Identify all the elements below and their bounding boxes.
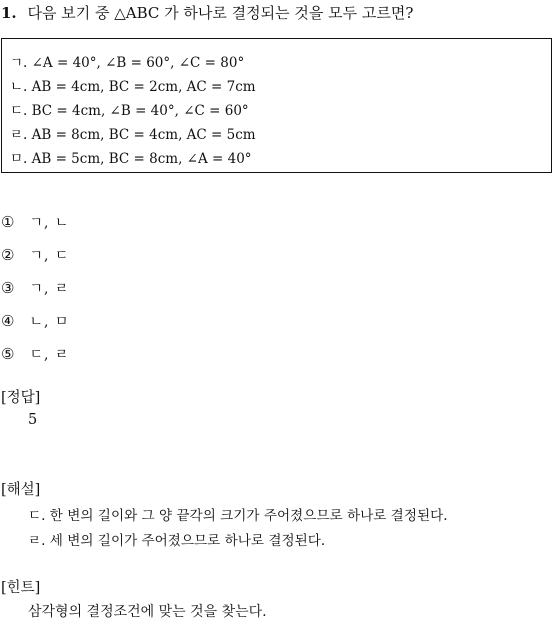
answer-value: 5: [28, 412, 38, 428]
condition-item: ㄷ. BC = 4cm, ∠B = 40°, ∠C = 60°: [10, 103, 249, 119]
condition-item: ㄱ. ∠A = 40°, ∠B = 60°, ∠C = 80°: [10, 55, 245, 71]
hint-heading: [힌트]: [1, 580, 41, 596]
option-text: ㄴ, ㅁ: [29, 314, 70, 330]
option-mark: ⑤: [1, 345, 15, 363]
conditions-box: [1, 38, 552, 173]
explanation-line: ㄷ. 한 변의 길이와 그 양 끝각의 크기가 주어졌으므로 하나로 결정된다.: [28, 508, 448, 524]
option-text: ㄱ, ㄷ: [29, 248, 70, 264]
hint-text: 삼각형의 결정조건에 맞는 것을 찾는다.: [28, 604, 267, 620]
option-mark: ②: [1, 246, 15, 264]
option-mark: ④: [1, 312, 15, 330]
option-text: ㄷ, ㄹ: [29, 347, 70, 363]
option-2[interactable]: [1, 245, 69, 265]
explanation-line: ㄹ. 세 변의 길이가 주어졌으므로 하나로 결정된다.: [28, 533, 326, 549]
question-number: 1.: [1, 4, 17, 22]
answer-heading: [정답]: [1, 390, 41, 406]
option-mark: ③: [1, 279, 15, 297]
option-mark: ①: [1, 213, 15, 231]
option-4[interactable]: [1, 311, 69, 331]
condition-item: ㄹ. AB = 8cm, BC = 4cm, AC = 5cm: [10, 127, 256, 143]
option-3[interactable]: [1, 278, 69, 298]
option-text: ㄱ, ㄹ: [29, 281, 70, 297]
option-1[interactable]: [1, 212, 69, 232]
explanation-heading: [해설]: [1, 482, 41, 498]
condition-item: ㄴ. AB = 4cm, BC = 2cm, AC = 7cm: [10, 79, 256, 95]
option-text: ㄱ, ㄴ: [29, 215, 70, 231]
question: [1, 2, 413, 23]
option-5[interactable]: [1, 344, 69, 364]
condition-item: ㅁ. AB = 5cm, BC = 8cm, ∠A = 40°: [10, 151, 252, 167]
question-text: 다음 보기 중 △ABC 가 하나로 결정되는 것을 모두 고르면?: [27, 4, 414, 22]
